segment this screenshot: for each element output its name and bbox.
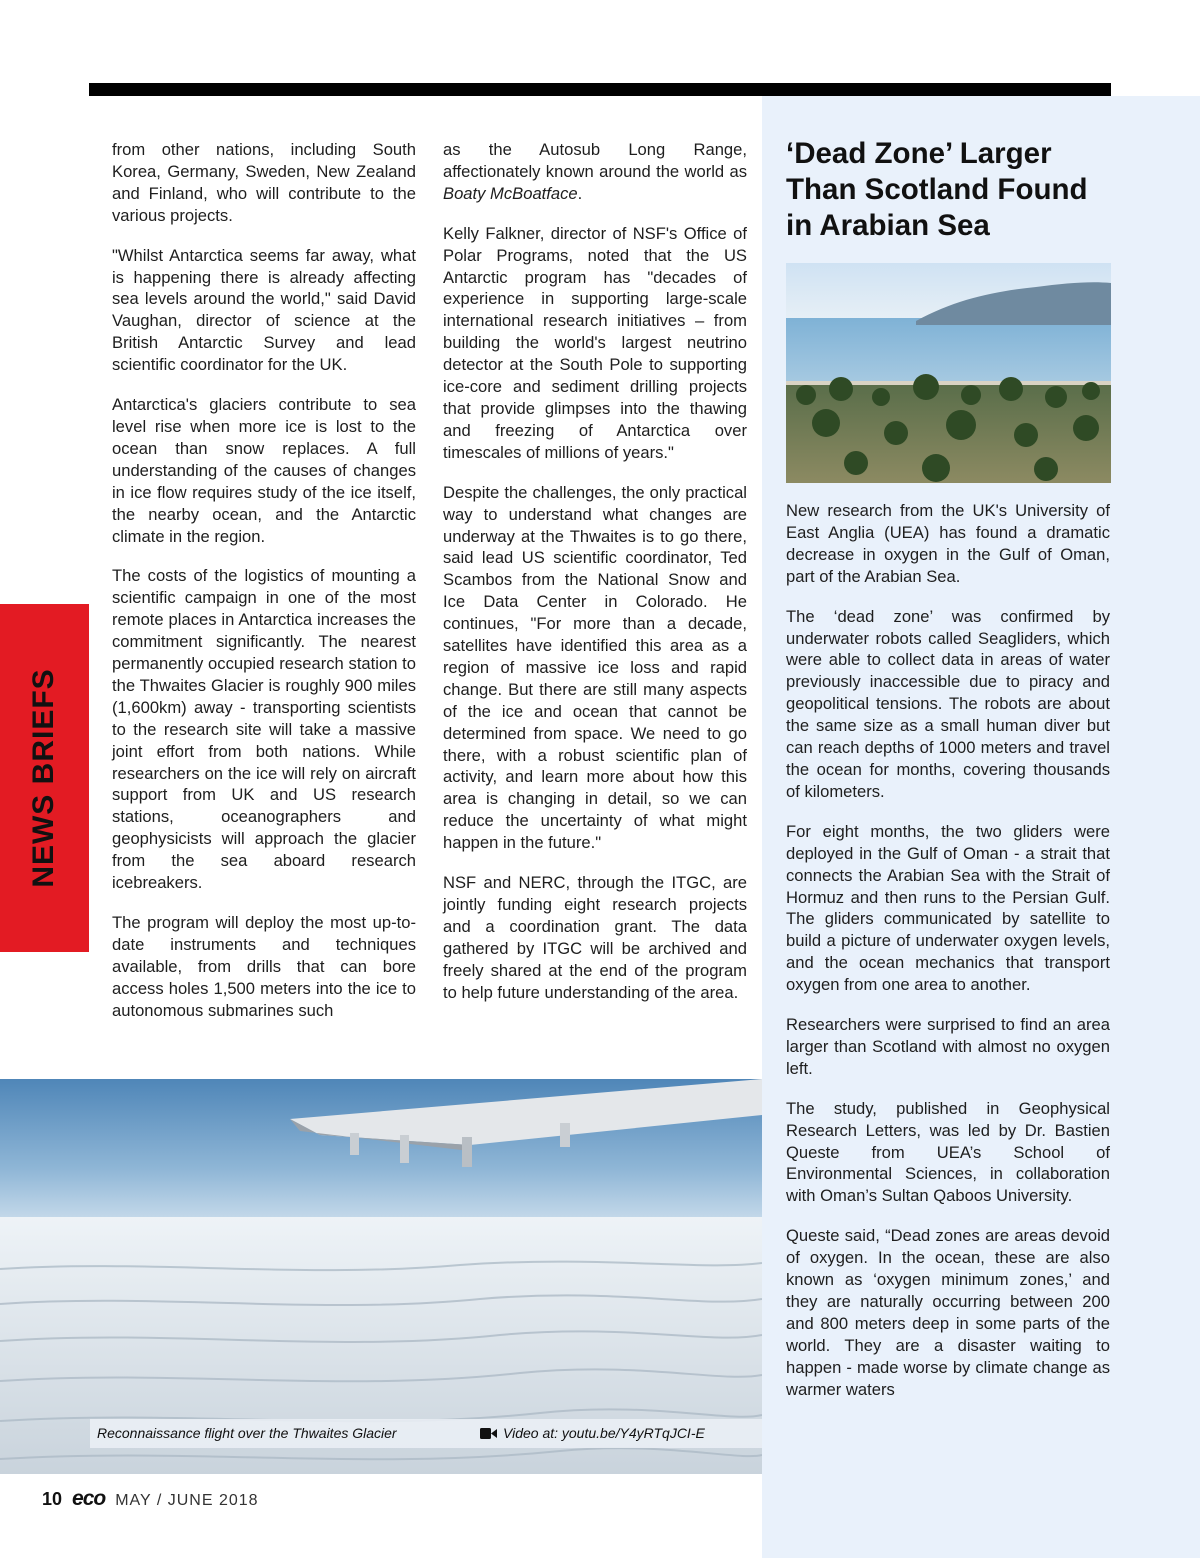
paragraph: Despite the challenges, the only practical way to understand what changes are underway at the Thwaites is to go there, said lead US scientific coordinator, Ted Scambos from the National Snow and Ice Data Center in Colorado. He continues, "For more than a decade, satellites have identified this area as a region of massive ice loss and rapid change. But there are still many aspects of the ice and ocean that cannot be determined from space. We need to go there, with a robust scientific plan of activity, and learn more about how this area is changing in detail, so we can reduce the uncertainty of what might happen in the future.": [443, 482, 747, 853]
section-tab-label: NEWS BRIEFS: [27, 668, 60, 888]
issue-date: MAY / JUNE 2018: [115, 1492, 259, 1509]
page-footer: [42, 1487, 259, 1511]
paragraph: NSF and NERC, through the ITGC, are jointly funding eight research projects and a coordination grant. The data gathered by ITGC will be archived and freely shared at the end of the program to help future understanding of the area.: [443, 873, 747, 1002]
paragraph: The costs of the logistics of mounting a scientific campaign in one of the most remote places in Antarctica increases the commitment significantly. The nearest permanently occupied research station to the Thwaites Glacier is roughly 900 miles (1,600km) away - transporting scientists to the research site will take a massive joint effort from both nations. While researchers on the ice will rely on aircraft support from UK and US research stations, oceanographers and geophysicists will approach the glacier from the sea aboard research icebreakers.: [112, 566, 416, 893]
magazine-logo: eco: [72, 1487, 106, 1510]
paragraph: "Whilst Antarctica seems far away, what is happening there is already affecting sea levels around the world," said David Vaughan, director of science at the British Antarctic Survey and lead scientific coordinator for the UK.: [112, 245, 416, 375]
paragraph: The ‘dead zone’ was confirmed by underwater robots called Seagliders, which were able to collect data in areas of water previously inaccessible due to piracy and geopolitical tensions. The robots are about the same size as a small human diver but can reach depths of 1000 meters and travel the ocean for months, covering thousands of kilometers.: [786, 606, 1110, 801]
arabian-sea-photo: [786, 263, 1111, 483]
article-column-1: [112, 139, 416, 1040]
paragraph: Queste said, “Dead zones are areas devoid of oxygen. In the ocean, these are also known as ‘oxygen minimum zones,’ and they are naturally occurring between 200 and 800 meters deep in some parts of the world. They are a disaster waiting to happen - made worse by climate change as warmer waters: [786, 1226, 1110, 1399]
photo-caption: Reconnaissance flight over the Thwaites Glacier: [97, 1425, 397, 1441]
video-camera-icon: [480, 1428, 497, 1439]
sidebar-headline: ‘Dead Zone’ Larger Than Scotland Found in Arabian Sea: [786, 137, 1088, 242]
paragraph: Kelly Falkner, director of NSF's Office of Polar Programs, noted that the US Antarctic program has "decades of experience in supporting large-scale international research initiatives – from building the world's largest neutrino detector at the South Pole to supporting ice-core and sediment drilling projects that provide glimpses into the thawing and freezing of Antarctica over timescales of millions of years.": [443, 223, 747, 462]
paragraph: New research from the UK's University of East Anglia (UEA) has found a dramatic decrease in oxygen in the Gulf of Oman, part of the Arabian Sea.: [786, 501, 1110, 586]
paragraph: as the Autosub Long Range, affectionately known around the world as Boaty McBoatface.: [443, 140, 747, 203]
boat-name: Boaty McBoatface: [443, 183, 578, 203]
sidebar-column: [786, 500, 1110, 1419]
page-number: 10: [42, 1489, 63, 1509]
glacier-aerial-photo: [0, 1079, 762, 1474]
paragraph: For eight months, the two gliders were deployed in the Gulf of Oman - a strait that connects the Arabian Sea with the Strait of Hormuz and then runs to the Persian Gulf. The gliders communicated by satellite to build a picture of underwater oxygen levels, and the ocean mechanics that transport oxygen from one area to another.: [786, 821, 1110, 995]
paragraph: Researchers were surprised to find an area larger than Scotland with almost no oxygen left.: [786, 1015, 1110, 1078]
paragraph: The program will deploy the most up-to-date instruments and techniques available, from drills that can bore access holes 1,500 meters into the ice to autonomous submarines such: [112, 913, 416, 1020]
article-column-2: [443, 139, 747, 1022]
paragraph: The study, published in Geophysical Research Letters, was led by Dr. Bastien Queste from UEA’s School of Environmental Sciences, in collaboration with Oman’s Sultan Qaboos University.: [786, 1098, 1110, 1206]
video-link[interactable]: [480, 1425, 705, 1441]
paragraph: from other nations, including South Korea, Germany, Sweden, New Zealand and Finland, who will contribute to the various projects.: [112, 140, 416, 225]
video-link-text: Video at: youtu.be/Y4yRTqJCI-E: [503, 1425, 705, 1441]
top-rule: [89, 83, 1111, 96]
paragraph: Antarctica's glaciers contribute to sea level rise when more ice is lost to the ocean than snow replaces. A full understanding of the causes of changes in ice flow requires study of the ice itself, the nearby ocean, and the Antarctic climate in the region.: [112, 395, 416, 546]
